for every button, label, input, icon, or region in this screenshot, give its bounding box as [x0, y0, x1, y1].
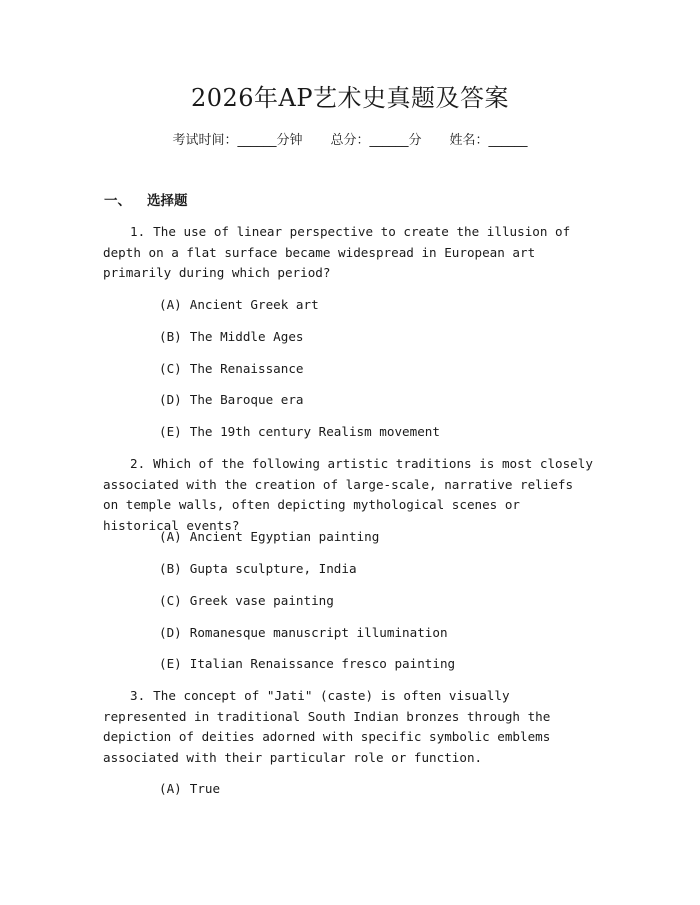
- option-text: Greek vase painting: [189, 593, 334, 608]
- option-text: The Middle Ages: [189, 329, 304, 344]
- option-2b: [159, 560, 357, 578]
- student-name-field: 姓名：______: [449, 133, 528, 148]
- option-text: Gupta sculpture, India: [189, 561, 357, 576]
- question-2: [103, 454, 595, 536]
- option-letter: (C): [159, 361, 182, 376]
- question-number: 1.: [130, 224, 146, 239]
- option-letter: (D): [159, 625, 182, 640]
- option-letter: (E): [159, 424, 182, 439]
- question-3: [103, 686, 595, 768]
- option-text: The Renaissance: [189, 361, 304, 376]
- total-score-field: 总分：______分: [330, 133, 422, 148]
- option-2c: [159, 592, 334, 610]
- option-1a: [159, 296, 319, 314]
- option-text: Ancient Egyptian painting: [189, 529, 380, 544]
- option-letter: (C): [159, 593, 182, 608]
- section-heading: [104, 191, 188, 211]
- option-letter: (E): [159, 656, 182, 671]
- question-text: Which of the following artistic traditions is most closely associated with the creation of large-scale, narrative reliefs on temple walls, often depicting mythological scenes or historical events?: [103, 456, 593, 533]
- option-text: True: [189, 781, 221, 796]
- question-number: 3.: [130, 688, 146, 703]
- section-label: 选择题: [147, 193, 188, 209]
- option-3a: [159, 780, 220, 798]
- question-text: The concept of "Jati" (caste) is often visually represented in traditional South Indian bronzes through the depiction of deities adorned with specific symbolic emblems associated with their particular role or function.: [103, 688, 551, 765]
- option-1b: [159, 328, 303, 346]
- option-text: The 19th century Realism movement: [189, 424, 440, 439]
- question-text: The use of linear perspective to create the illusion of depth on a flat surface became widespread in European art primarily during which period?: [103, 224, 571, 281]
- question-number: 2.: [130, 456, 146, 471]
- option-letter: (A): [159, 297, 182, 312]
- option-letter: (B): [159, 561, 182, 576]
- option-1e: [159, 423, 440, 441]
- option-text: The Baroque era: [189, 392, 304, 407]
- section-number: 一、: [104, 193, 131, 209]
- option-2e: [159, 655, 455, 673]
- page-title: 2026年AP艺术史真题及答案: [190, 84, 510, 112]
- option-letter: (A): [159, 781, 182, 796]
- option-letter: (D): [159, 392, 182, 407]
- option-text: Romanesque manuscript illumination: [189, 625, 448, 640]
- option-text: Italian Renaissance fresco painting: [189, 656, 456, 671]
- exam-info-line: [0, 131, 700, 151]
- option-text: Ancient Greek art: [189, 297, 319, 312]
- exam-time-field: 考试时间：______分钟: [172, 133, 303, 148]
- option-letter: (B): [159, 329, 182, 344]
- option-2d: [159, 624, 448, 642]
- option-1d: [159, 391, 303, 409]
- option-letter: (A): [159, 529, 182, 544]
- option-2a: [159, 528, 379, 546]
- option-1c: [159, 360, 303, 378]
- question-1: [103, 222, 595, 284]
